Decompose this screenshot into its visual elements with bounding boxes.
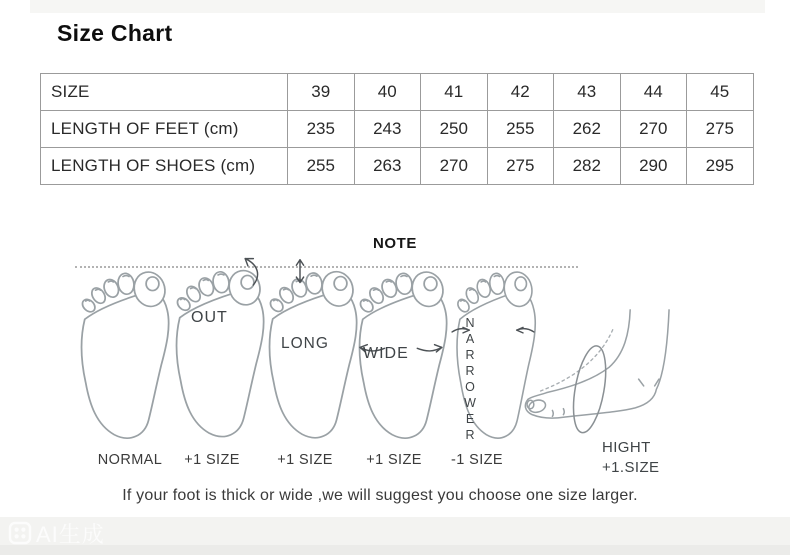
caption-height-size	[602, 438, 659, 478]
grid-logo-icon	[8, 521, 32, 545]
watermark	[8, 518, 105, 548]
row-label: LENGTH OF SHOES (cm)	[41, 148, 288, 185]
caption-height-line2: +1.SIZE	[602, 459, 660, 476]
caption-out-size: +1 SIZE	[184, 452, 240, 468]
girth-measure-loop	[568, 344, 612, 436]
table-cell: 250	[421, 111, 488, 148]
bottom-strip	[0, 545, 790, 555]
table-cell: 243	[354, 111, 421, 148]
watermark-text: AI生成	[36, 521, 105, 547]
col-header: 45	[687, 74, 754, 111]
col-header: 41	[421, 74, 488, 111]
table-cell: 263	[354, 148, 421, 185]
col-header: 42	[487, 74, 554, 111]
table-cell: 270	[421, 148, 488, 185]
col-header-size: SIZE	[41, 74, 288, 111]
foot-label-long: LONG	[281, 335, 329, 352]
table-cell: 275	[687, 111, 754, 148]
table-cell: 270	[620, 111, 687, 148]
table-cell: 262	[554, 111, 621, 148]
bottom-gray-band	[0, 517, 790, 545]
table-row-feet-length	[41, 111, 754, 148]
top-gray-band	[30, 0, 765, 13]
caption-long-size: +1 SIZE	[277, 452, 333, 468]
row-label: LENGTH OF FEET (cm)	[41, 111, 288, 148]
caption-narrower-size: -1 SIZE	[451, 452, 503, 468]
table-cell: 255	[288, 148, 355, 185]
caption-wide-size: +1 SIZE	[366, 452, 422, 468]
footer-note: If your foot is thick or wide ,we will suggest you choose one size larger.	[122, 487, 638, 504]
foot-diagram-height-side	[520, 298, 715, 440]
col-header: 39	[288, 74, 355, 111]
size-table	[40, 73, 754, 185]
table-row-header	[41, 74, 754, 111]
caption-normal: NORMAL	[97, 452, 163, 468]
caption-height-line1: HIGHT	[602, 439, 651, 456]
foot-diagram-out	[167, 254, 267, 445]
table-cell: 282	[554, 148, 621, 185]
foot-label-narrower: NARROWER	[463, 316, 477, 444]
table-row-shoes-length	[41, 148, 754, 185]
col-header: 43	[554, 74, 621, 111]
table-cell: 290	[620, 148, 687, 185]
foot-label-wide: WIDE	[363, 345, 409, 362]
table-cell: 255	[487, 111, 554, 148]
page-title: Size Chart	[57, 20, 173, 46]
note-heading: NOTE	[372, 235, 418, 252]
foot-label-out: OUT	[191, 309, 228, 326]
table-cell: 235	[288, 111, 355, 148]
col-header: 44	[620, 74, 687, 111]
col-header: 40	[354, 74, 421, 111]
table-cell: 275	[487, 148, 554, 185]
long-arrow-icon	[296, 260, 303, 283]
foot-diagram-normal	[72, 261, 172, 452]
table-cell: 295	[687, 148, 754, 185]
